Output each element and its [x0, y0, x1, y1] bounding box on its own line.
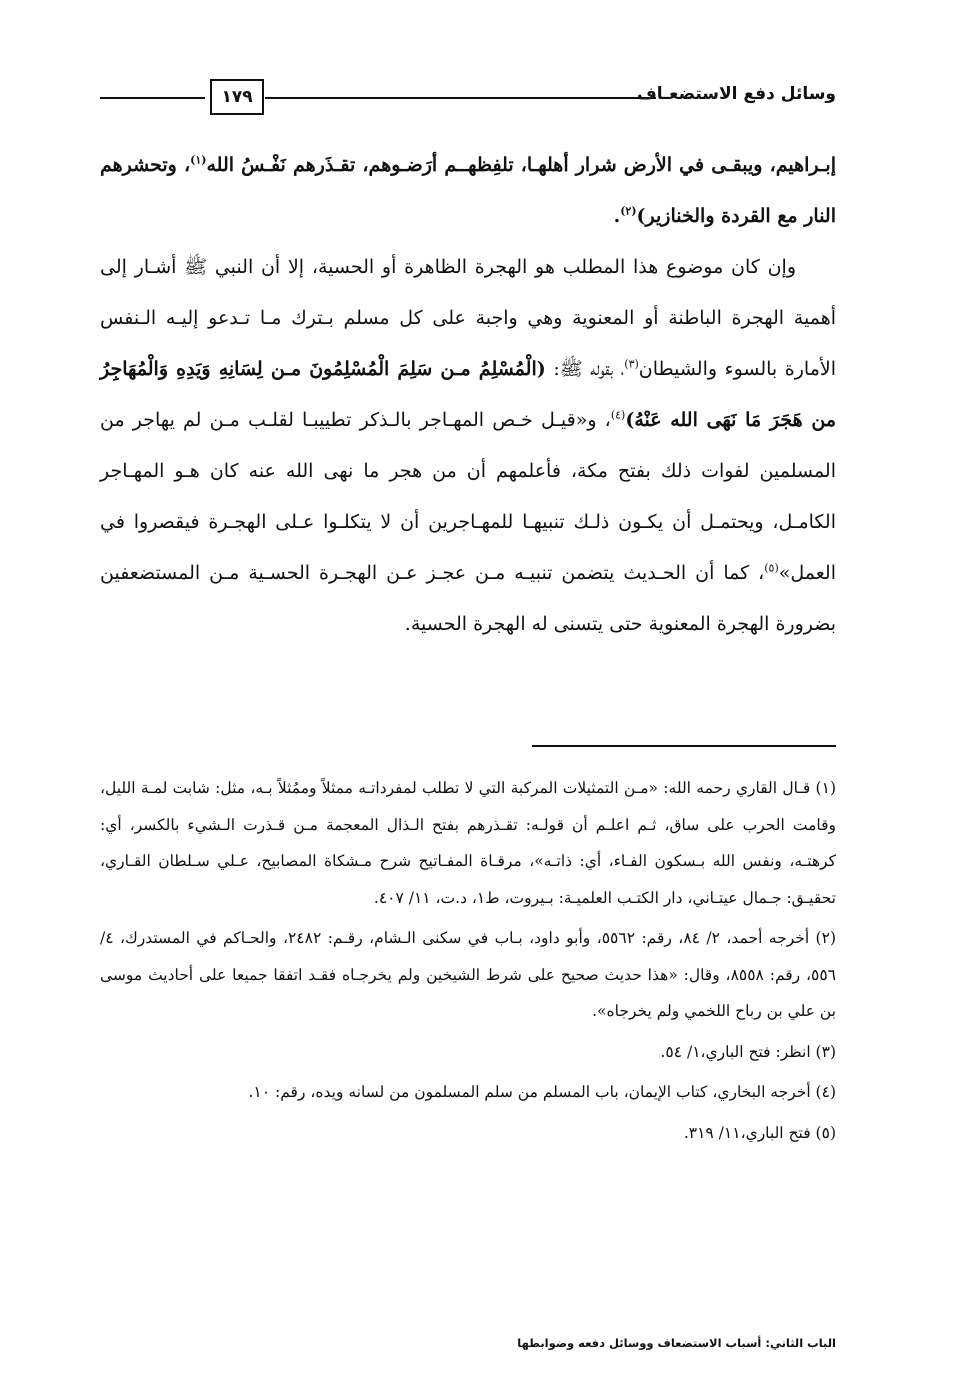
footnote-ref: (٢) — [620, 204, 637, 218]
text-run: ، وتحشرهم النار مع القردة والخنازير) — [100, 154, 836, 227]
page-footer: الباب الثاني: أسباب الاستضعاف ووسائل دفعه وضوابطها — [517, 1336, 836, 1350]
text-run: ، بقوله ﷺ: — [545, 358, 625, 380]
footnote-ref: (٣) — [624, 357, 639, 371]
text-run: ، كما أن الحـديث يتضمن تنبيـه مـن عجـز عـن الهجـرة الحسـية مـن المستضعفين بضرورة الهجرة المعنوية حتى يتسنى له الهجرة الحسية. — [100, 562, 836, 635]
footnote: (٥) فتح الباري،١١/ ٣١٩. — [683, 1123, 836, 1142]
footnote-ref: (١) — [190, 153, 207, 167]
body-text — [100, 140, 836, 650]
page-number: ١٧٩ — [210, 79, 264, 115]
footnote-ref: (٥) — [764, 561, 779, 575]
footnote-ref: (٤) — [610, 408, 626, 422]
paragraph — [100, 140, 836, 242]
footnotes — [100, 770, 836, 1151]
text-run: . — [613, 205, 621, 227]
footnote: (١) قـال القاري رحمه الله: «مـن التمثيلات المركبة التي لا تطلب لمفرداتـه ممثلاً وممُثلاً بـه، مثل: شابت لمـة الليل، وقامت الحرب على ساق، ثـم اعلـم أن قولـه: تقـذرهم بفتح الـذال المعجمة مـن قـذرت الـشيء بالكسر، أي: كرهتـه، ونفس الله بـسكون الفـاء، أي: ذاتـه»، مرقـاة المفـاتيح شرح مـشكاة المصابيح، عـلي سـلطان القـاري، تحقيـق: جـمال عيتـاني، دار الكتـب العلميـة: بـيروت، ط١، د.ت، ١١/ ٤٠٧. — [100, 779, 836, 907]
footnote: (٤) أخرجه البخاري، كتاب الإيمان، باب المسلم من سلم المسلمون من لسانه ويده، رقم: ١٠. — [248, 1083, 836, 1101]
header-rule — [265, 97, 656, 99]
paragraph — [100, 242, 836, 650]
text-run: إبـراهيم، ويبقـى في الأرض شرار أهلهـا، تلفِظهــم أرَضـوهم، تقـذَرهم نَفْـسُ الله — [206, 154, 836, 176]
footnote-separator — [532, 745, 836, 747]
hadith-quote: (الْمُسْلِمُ مـن سَلِمَ الْمُسْلِمُونَ مـن لِسَانِهِ وَيَدِهِ وَالْمُهَاجِرُ من هَجَرَ مَا نَهَى الله عَنْهُ) — [100, 358, 836, 431]
text-run: وإن كان موضوع هذا المطلب هو الهجرة الظاهرة أو الحسية، إلا أن النبي ﷺ أشـار إلى أهمية الهجرة الباطنة أو المعنوية وهي واجبة على كل مسلم بـترك مـا تـدعو إليـه الـنفس الأمارة بالسوء والشيطان — [100, 256, 836, 380]
footnote: (٢) أخرجه أحمد، ٢/ ٨٤، رقم: ٥٥٦٢، وأبو داود، بـاب في سكنى الـشام، رقـم: ٢٤٨٢، والحـاكم في المستدرك، ٤/ ٥٥٦، رقم: ٨٥٥٨، وقال: «هذا حديث صحيح على شرط الشيخين ولم يخرجـاه فقـد اتفقا جميعا على أحاديث موسى بن علي بن رباح اللخمي ولم يخرجاه». — [100, 929, 836, 1020]
header-rule — [100, 97, 205, 99]
text-run: ، و«قيـل خـص المهـاجر بالـذكر تطييبـا لقلـب مـن لم يهاجر من المسلمين لفوات ذلك بفتح مكة، فأعلمهم أن من هجر ما نهى الله عنه كان هـو المهـاجر الكامـل، ويحتمـل أن يكـون ذلـك تنبيهـا للمهـاجرين أن لا يتكلـوا عـلى الهجـرة فيقصروا في العمل» — [100, 409, 836, 584]
header-title: وسائل دفع الاستضعـاف — [637, 84, 836, 104]
page-header — [100, 78, 836, 118]
footnote: (٣) انظر: فتح الباري،١/ ٥٤. — [660, 1042, 836, 1061]
